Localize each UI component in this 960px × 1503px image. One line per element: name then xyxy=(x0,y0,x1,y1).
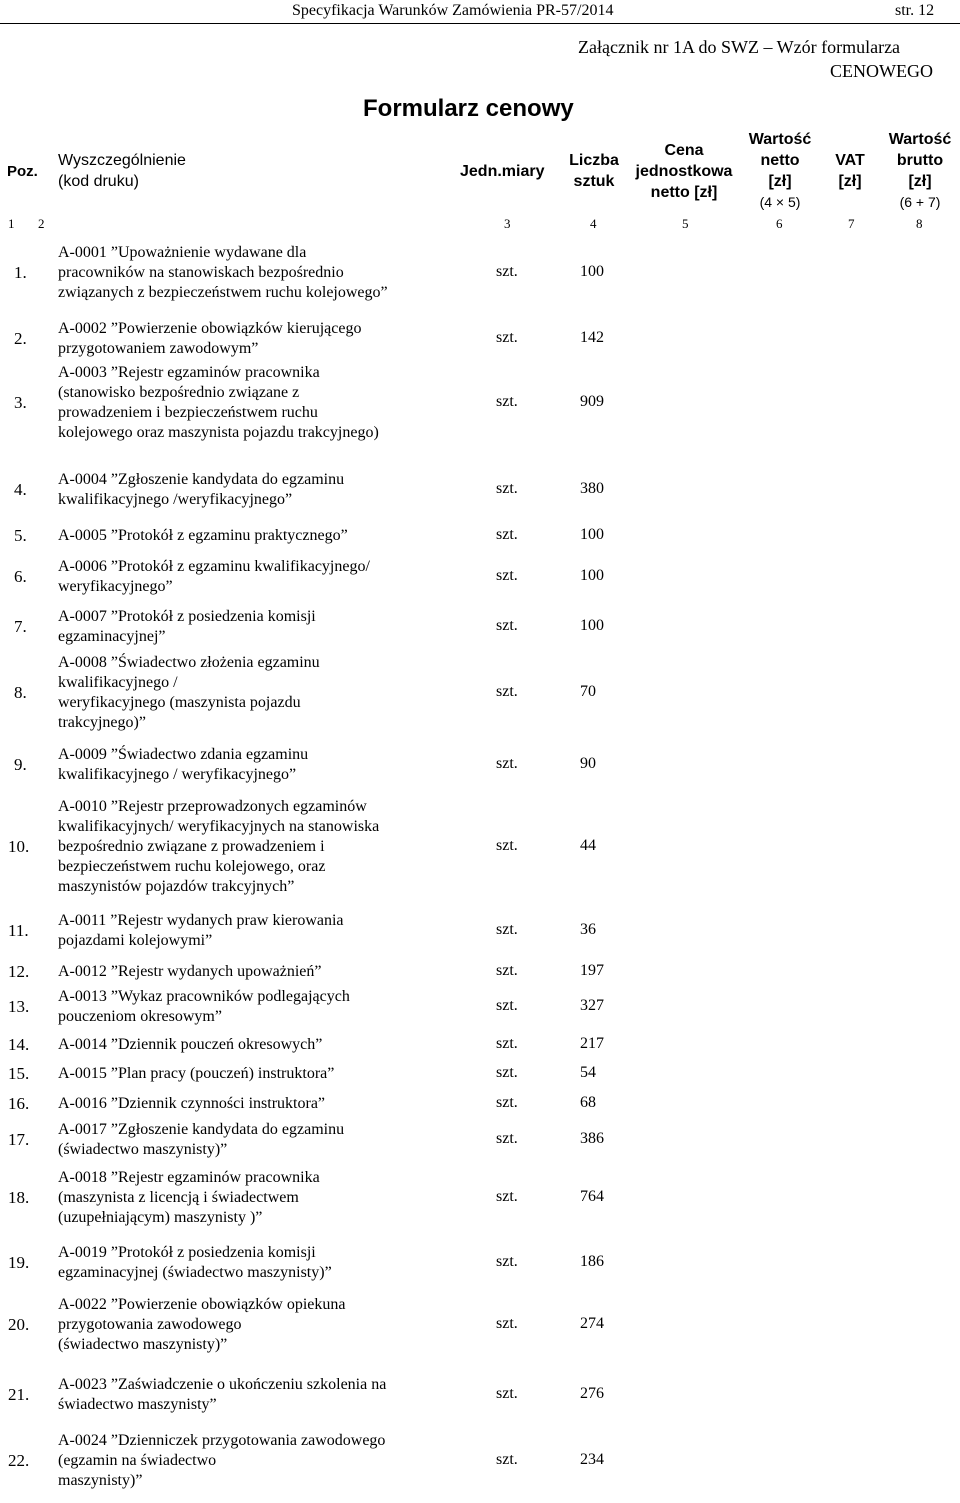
colnum-1: 1 xyxy=(8,216,15,231)
row-number: 22. xyxy=(8,1451,30,1470)
row-quantity: 36 xyxy=(580,921,596,938)
row-description-line: świadectwo maszynisty” xyxy=(58,1396,217,1413)
row-number: 16. xyxy=(8,1094,30,1113)
row-description-line: A-0003 ”Rejestr egzaminów pracownika xyxy=(58,364,320,381)
row-quantity: 100 xyxy=(580,617,604,634)
row-description-line: (uzupełniającym) maszynisty )” xyxy=(58,1209,263,1226)
row-description-line: A-0005 ”Protokół z egzaminu praktycznego” xyxy=(58,527,348,544)
colnum-5: 5 xyxy=(682,216,689,231)
row-unit: szt. xyxy=(496,837,518,854)
row-number: 1. xyxy=(14,263,27,282)
row-description-line: A-0014 ”Dziennik pouczeń okresowych” xyxy=(58,1036,323,1053)
header-rule xyxy=(0,23,960,24)
row-number: 4. xyxy=(14,480,27,499)
row-description-line: A-0011 ”Rejestr wydanych praw kierowania xyxy=(58,912,344,929)
row-description-line: A-0017 ”Zgłoszenie kandydata do egzaminu xyxy=(58,1121,345,1138)
row-unit: szt. xyxy=(496,526,518,543)
col-wysz: Wyszczególnienie xyxy=(58,152,186,169)
col-wb-3: [zł] xyxy=(908,173,932,190)
row-description-line: A-0008 ”Świadectwo złożenia egzaminu xyxy=(58,654,320,671)
row-description-line: egzaminacyjnej” xyxy=(58,628,166,645)
row-description-line: maszynistów pojazdów trakcyjnych” xyxy=(58,878,295,895)
row-unit: szt. xyxy=(496,1094,518,1111)
annex-title: Załącznik nr 1A do SWZ – Wzór formularza xyxy=(578,37,901,57)
row-description-line: kolejowego oraz maszynista pojazdu trakcyjnego) xyxy=(58,424,379,441)
row-number: 9. xyxy=(14,755,27,774)
row-quantity: 54 xyxy=(580,1064,596,1081)
row-number: 11. xyxy=(8,921,29,940)
row-quantity: 186 xyxy=(580,1253,604,1270)
row-number: 3. xyxy=(14,393,27,412)
col-wb-4: (6 + 7) xyxy=(899,194,941,210)
row-description-line: pracowników na stanowiskach bezpośrednio xyxy=(58,264,344,281)
row-description-line: A-0023 ”Zaświadczenie o ukończeniu szkolenia na xyxy=(58,1376,387,1393)
row-number: 14. xyxy=(8,1035,30,1054)
row-number: 17. xyxy=(8,1130,30,1149)
row-unit: szt. xyxy=(496,997,518,1014)
row-description-line: A-0002 ”Powierzenie obowiązków kierującego xyxy=(58,320,362,337)
row-number: 18. xyxy=(8,1188,30,1207)
col-cena-1: Cena xyxy=(664,142,704,159)
row-number: 6. xyxy=(14,567,27,586)
row-description-line: (maszynista z licencją i świadectwem xyxy=(58,1189,299,1206)
row-unit: szt. xyxy=(496,921,518,938)
row-description-line: związanych z bezpieczeństwem ruchu kolejowego” xyxy=(58,284,388,301)
colnum-2: 2 xyxy=(38,216,45,231)
col-vat-2: [zł] xyxy=(838,173,862,190)
col-wn-4: (4 × 5) xyxy=(759,194,801,210)
row-description-line: A-0010 ”Rejestr przeprowadzonych egzaminów xyxy=(58,798,367,815)
row-description-line: A-0009 ”Świadectwo zdania egzaminu xyxy=(58,746,309,763)
row-number: 13. xyxy=(8,997,30,1016)
row-unit: szt. xyxy=(496,1253,518,1270)
row-unit: szt. xyxy=(496,567,518,584)
col-wb-2: brutto xyxy=(896,152,944,169)
row-description-line: (egzamin na świadectwo xyxy=(58,1452,217,1469)
row-description-line: A-0004 ”Zgłoszenie kandydata do egzaminu xyxy=(58,471,345,488)
row-description-line: A-0024 ”Dzienniczek przygotowania zawodowego xyxy=(58,1432,386,1449)
row-number: 19. xyxy=(8,1253,30,1272)
row-quantity: 100 xyxy=(580,567,604,584)
page-number: str. 12 xyxy=(895,2,935,19)
row-unit: szt. xyxy=(496,755,518,772)
row-number: 15. xyxy=(8,1064,30,1083)
row-quantity: 234 xyxy=(580,1451,604,1468)
row-description-line: A-0015 ”Plan pracy (pouczeń) instruktora” xyxy=(58,1065,335,1082)
col-jm: Jedn.miary xyxy=(460,163,545,180)
colnum-7: 7 xyxy=(848,216,855,231)
row-quantity: 764 xyxy=(580,1188,604,1205)
col-liczba-2: sztuk xyxy=(573,173,615,190)
row-description-line: maszynisty)” xyxy=(58,1472,143,1489)
row-description-line: A-0007 ”Protokół z posiedzenia komisji xyxy=(58,608,316,625)
row-number: 21. xyxy=(8,1385,30,1404)
row-description-line: weryfikacyjnego” xyxy=(58,578,173,595)
col-cena-2: jednostkowa xyxy=(635,163,733,180)
row-description-line: pojazdami kolejowymi” xyxy=(58,932,213,949)
row-quantity: 44 xyxy=(580,837,596,854)
row-unit: szt. xyxy=(496,1064,518,1081)
row-description-line: (świadectwo maszynisty)” xyxy=(58,1336,228,1353)
row-quantity: 217 xyxy=(580,1035,604,1052)
row-description-line: weryfikacyjnego (maszynista pojazdu xyxy=(58,694,301,711)
col-liczba-1: Liczba xyxy=(569,152,619,169)
col-vat-1: VAT xyxy=(835,152,865,169)
row-quantity: 327 xyxy=(580,997,604,1014)
row-description-line: A-0006 ”Protokół z egzaminu kwalifikacyjnego/ xyxy=(58,558,370,575)
row-description-line: A-0022 ”Powierzenie obowiązków opiekuna xyxy=(58,1296,346,1313)
row-quantity: 909 xyxy=(580,393,604,410)
row-quantity: 68 xyxy=(580,1094,596,1111)
row-unit: szt. xyxy=(496,393,518,410)
row-description-line: prowadzeniem i bezpieczeństwem ruchu xyxy=(58,404,318,421)
row-description-line: pouczeniom okresowym” xyxy=(58,1008,222,1025)
row-quantity: 70 xyxy=(580,683,596,700)
row-description-line: trakcyjnego)” xyxy=(58,714,146,731)
row-description-line: przygotowania zawodowego xyxy=(58,1316,242,1333)
row-description-line: A-0013 ”Wykaz pracowników podlegających xyxy=(58,988,350,1005)
row-quantity: 276 xyxy=(580,1385,604,1402)
row-quantity: 100 xyxy=(580,263,604,280)
row-description-line: przygotowaniem zawodowym” xyxy=(58,340,259,357)
row-unit: szt. xyxy=(496,617,518,634)
col-wb-1: Wartość xyxy=(888,131,952,148)
row-unit: szt. xyxy=(496,683,518,700)
form-title: Formularz cenowy xyxy=(363,95,574,122)
col-wysz-sub: (kod druku) xyxy=(58,173,139,190)
row-unit: szt. xyxy=(496,263,518,280)
row-number: 10. xyxy=(8,837,30,856)
row-description-line: A-0016 ”Dziennik czynności instruktora” xyxy=(58,1095,326,1112)
row-number: 20. xyxy=(8,1315,30,1334)
row-description-line: bezpośrednio związane z prowadzeniem i xyxy=(58,838,325,855)
row-unit: szt. xyxy=(496,1315,518,1332)
row-unit: szt. xyxy=(496,962,518,979)
annex-subtitle: CENOWEGO xyxy=(830,61,933,81)
row-description-line: (stanowisko bezpośrednio związane z xyxy=(58,384,300,401)
row-description-line: bezpieczeństwem ruchu kolejowego, oraz xyxy=(58,858,326,875)
row-description-line: A-0012 ”Rejestr wydanych upoważnień” xyxy=(58,963,322,980)
row-number: 2. xyxy=(14,329,27,348)
row-description-line: (świadectwo maszynisty)” xyxy=(58,1141,228,1158)
col-wn-3: [zł] xyxy=(768,173,792,190)
row-unit: szt. xyxy=(496,1035,518,1052)
row-quantity: 386 xyxy=(580,1130,604,1147)
colnum-3: 3 xyxy=(504,216,511,231)
col-wn-1: Wartość xyxy=(748,131,812,148)
row-unit: szt. xyxy=(496,1451,518,1468)
row-description-line: A-0018 ”Rejestr egzaminów pracownika xyxy=(58,1169,320,1186)
row-unit: szt. xyxy=(496,1130,518,1147)
row-quantity: 100 xyxy=(580,526,604,543)
col-poz: Poz. xyxy=(7,163,38,180)
row-number: 5. xyxy=(14,526,27,545)
row-unit: szt. xyxy=(496,329,518,346)
row-number: 12. xyxy=(8,962,30,981)
row-description-line: egzaminacyjnej (świadectwo maszynisty)” xyxy=(58,1264,332,1281)
colnum-8: 8 xyxy=(916,216,923,231)
row-unit: szt. xyxy=(496,1385,518,1402)
row-quantity: 90 xyxy=(580,755,596,772)
colnum-4: 4 xyxy=(590,216,597,231)
row-number: 8. xyxy=(14,683,27,702)
row-description-line: A-0019 ”Protokół z posiedzenia komisji xyxy=(58,1244,316,1261)
row-description-line: kwalifikacyjnego / xyxy=(58,674,178,691)
spec-title: Specyfikacja Warunków Zamówienia PR-57/2014 xyxy=(292,2,614,19)
col-cena-3: netto [zł] xyxy=(650,184,718,201)
row-quantity: 380 xyxy=(580,480,604,497)
col-wn-2: netto xyxy=(760,152,800,169)
colnum-6: 6 xyxy=(776,216,783,231)
row-unit: szt. xyxy=(496,1188,518,1205)
row-description-line: A-0001 ”Upoważnienie wydawane dla xyxy=(58,244,307,261)
row-description-line: kwalifikacyjnego / weryfikacyjnego” xyxy=(58,766,297,783)
row-quantity: 142 xyxy=(580,329,604,346)
row-unit: szt. xyxy=(496,480,518,497)
row-quantity: 197 xyxy=(580,962,604,979)
row-description-line: kwalifikacyjnego /weryfikacyjnego” xyxy=(58,491,293,508)
row-number: 7. xyxy=(14,617,27,636)
row-description-line: kwalifikacyjnych/ weryfikacyjnych na stanowiska xyxy=(58,818,380,835)
row-quantity: 274 xyxy=(580,1315,604,1332)
